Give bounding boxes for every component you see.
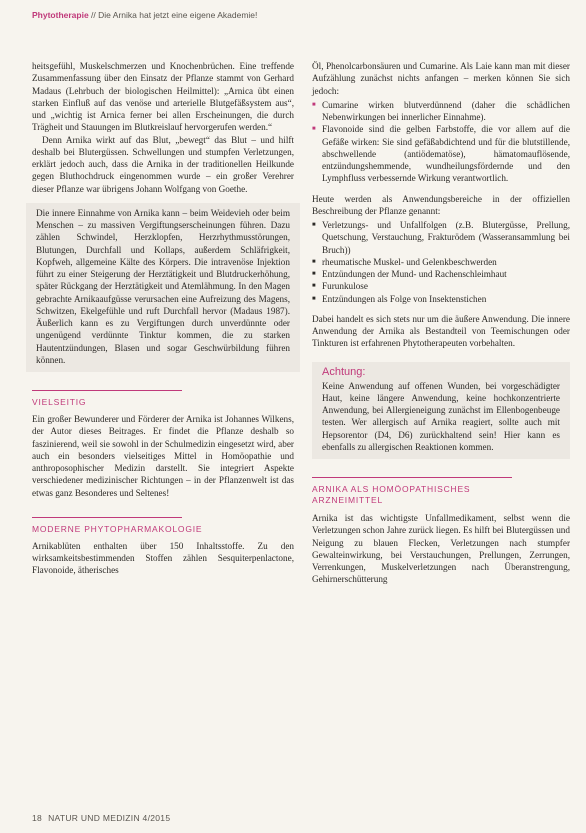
paragraph: Dabei handelt es sich stets nur um die äußere Anwendung. Die innere Anwendung der Arnika als Bestandteil von Teemischungen oder Tinkturen ist erfahrenen Phytotherapeuten vorbehalten.	[312, 313, 570, 349]
paragraph: Heute werden als Anwendungsbereiche in der offiziellen Beschreibung der Pflanze genannt:	[312, 193, 570, 216]
section-heading: VIELSEITIG	[32, 390, 182, 407]
section-heading: ARNIKA ALS HOMÖOPATHISCHES ARZNEIMITTEL	[312, 477, 512, 506]
section-heading: MODERNE PHYTOPHARMAKOLOGIE	[32, 517, 182, 534]
list-item: ■ Verletzungs- und Unfallfolgen (z.B. Blutergüsse, Prellung, Quetschung, Verstauchung, Frakturödem (Wasseransammlung bei Bruch))	[312, 219, 570, 256]
warning-text: Keine Anwendung auf offenen Wunden, bei vorgeschädigter Haut, keine längere Anwendung, keine hochkonzentrierte Anwendung, bei Allergieneigung zunächst im Ellenbogenbeuge testen. Wer allergisch auf Arnika reagiert, sollte auch mit Hepsorentor (D4, D6) zurückhaltend sein! Hier kann es ebenfalls zu allergischen Reaktionen kommen.	[322, 380, 560, 452]
paragraph: Denn Arnika wirkt auf das Blut, „bewegt“ das Blut – und hilft deshalb bei Blutergüssen. Schwellungen und stumpfen Verletzungen, erklärt jedoch auch, dass die Arnika in der traditionellen Heilkunde gegen Bluthochdruck eingenommen wurde – ein großer Verehrer dieser Pflanze war übrigens Johann Wolfgang von Goethe.	[32, 134, 294, 194]
info-box	[26, 203, 300, 372]
left-column	[32, 60, 294, 577]
bullet-list	[312, 99, 570, 185]
list-item: ■ rheumatische Muskel- und Gelenkbeschwerden	[312, 256, 570, 268]
paragraph: Arnika ist das wichtigste Unfallmedikament, selbst wenn die Verletzungen schon Jahre zurück liegen. Es hilft bei Blutergüssen und Neigung zu blauen Flecken, Verletzungen nach stumpfer Gewalteinwirkung, bei Verstauchungen, Prellungen, Zerrungen, Verrenkungen, Muskelverletzungen nach Überanstrengung, Gehirnerschütterung	[312, 513, 570, 585]
header-title: Die Arnika hat jetzt eine eigene Akademie!	[98, 10, 258, 20]
paragraph: Ein großer Bewunderer und Förderer der Arnika ist Johannes Wilkens, der Autor dieses Beitrages. Er findet die Pflanze deshalb so faszinierend, weil sie sowohl in der Schulmedizin eingesetzt wird, aber auch ein besonders vielseitiges Mittel in Homöopathie und anthroposophischer Medizin darstellt. Sie integriert Aspekte verschiedener medizinischer Richtungen – in der Pflanzenwelt ist das etwas ganz Besonderes und Seltenes!	[32, 414, 294, 498]
info-box-text: Die innere Einnahme von Arnika kann – beim Weidevieh oder beim Menschen – zu massiven Vergiftungserscheinungen führen. Dazu zählen Schwindel, Herzklopfen, Herzrhythmusstörungen, Blutungen, Durchfall und Kollaps, außerdem Schläfrigkeit, Kopfweh, allgemeine Kälte des Körpers. Die intravenöse Injektion führt zu einer Steigerung der Herztätigkeit und Blutdruckerhöhung, später Rückgang der Herztätigkeit und Atemlähmung. In den Magen gebrachte Arnikaaufgüsse verursachen eine Aufreizung des Magens, Schwitzen, Ekelgefühle und ruft Durchfall hervor (Madaus 1987). Äußerlich kann es zu Vergiftungen durch unverdünnte oder ungenügend verdünnte Tinktur kommen, die zu starken Hautentzündungen, Blasen und sogar Geschwürbildung führen können.	[36, 207, 290, 365]
list-item: ■ Entzündungen der Mund- und Rachenschleimhaut	[312, 268, 570, 280]
header-separator: //	[88, 10, 99, 20]
page-footer	[32, 813, 170, 823]
list-item: ■ Entzündungen als Folge von Insektenstichen	[312, 293, 570, 305]
list-item: ■ Flavonoide sind die gelben Farbstoffe, die vor allem auf die Gefäße wirken: Sie sind gefäßabdichtend und für die blutstillende, abschwellende (antiödematöse), hämatomauflösende, entzündungshemmende, wundheilungsfördernde und den Lymphfluss verbessernde Wirkung verantwortlich.	[312, 123, 570, 184]
page-number: 18	[32, 813, 43, 823]
warning-title: Achtung:	[322, 365, 366, 378]
list-item: ■ Furunkulose	[312, 280, 570, 292]
paragraph: Öl, Phenolcarbonsäuren und Cumarine. Als Laie kann man mit dieser Aufzählung zunächst nichts anfangen – merken können Sie sich jedoch:	[312, 61, 570, 96]
warning-box	[312, 362, 570, 460]
issue-label: NATUR UND MEDIZIN 4/2015	[48, 813, 171, 823]
bullet-list	[312, 219, 570, 305]
list-item: ■ Cumarine wirken blutverdünnend (daher die schädlichen Nebenwirkungen bei innerlicher Einnahme).	[312, 99, 570, 124]
right-column	[312, 60, 570, 586]
running-header	[32, 10, 572, 20]
paragraph: heitsgefühl, Muskelschmerzen und Knochenbrüchen. Eine treffende Zusammenfassung über den Einsatz der Pflanze stammt von Gerhard Madaus (Lehrbuch der biologischen Heilmittel): „Arnica übt einen starken Einfluß auf das venöse und arterielle Blutgefäßsystem aus“, und „wichtig ist Arnica ferner bei allen Erscheinungen, die durch Trägheit und Stauungen im Blutkreislauf hervorgerufen werden.“	[32, 61, 294, 133]
paragraph: Arnikablüten enthalten über 150 Inhaltsstoffe. Zu den wirksamkeitsbestimmenden Stoffen zählen Sesquiterpenlactone, Flavonoide, ätherisches	[32, 540, 294, 576]
header-brand: Phytotherapie	[32, 10, 89, 20]
